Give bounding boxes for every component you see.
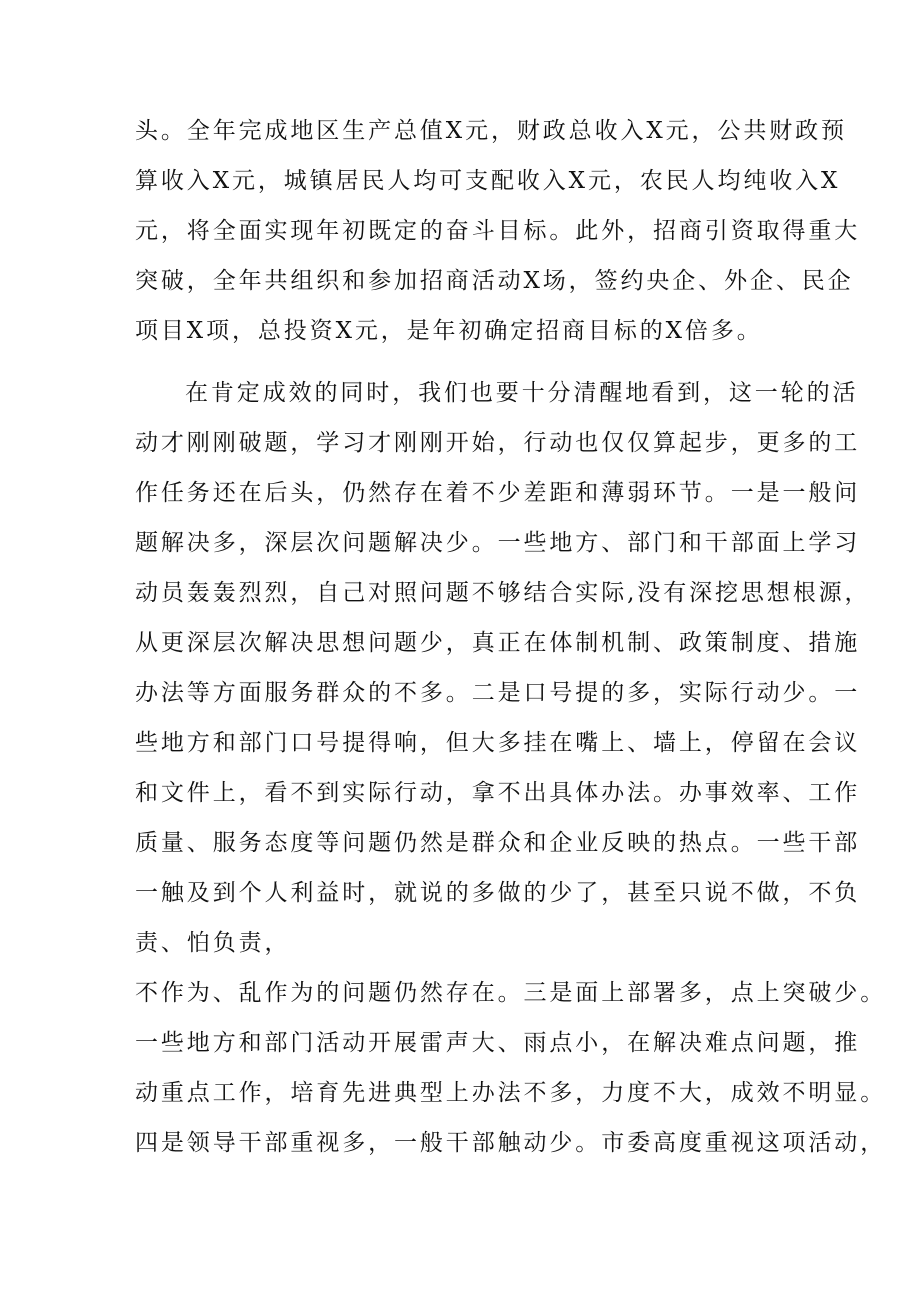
text-line: 和文件上，看不到实际行动，拿不出具体办法。办事效率、工作 xyxy=(135,780,861,806)
text-line: 突破，全年共组织和参加招商活动X场，签约央企、外企、民企 xyxy=(135,268,854,294)
text-line: 作任务还在后头，仍然存在着不少差距和薄弱环节。一是一般问 xyxy=(135,480,861,506)
text-line: 动员轰轰烈烈，自己对照问题不够结合实际,没有深挖思想根源， xyxy=(135,580,871,606)
text-line: 题解决多，深层次问题解决少。一些地方、部门和干部面上学习 xyxy=(135,530,861,556)
text-line: 项目X项，总投资X元，是年初确定招商目标的X倍多。 xyxy=(135,318,763,344)
text-line: 些地方和部门口号提得响，但大多挂在嘴上、墙上，停留在会议 xyxy=(135,730,861,756)
text-line: 一些地方和部门活动开展雷声大、雨点小，在解决难点问题，推 xyxy=(135,1030,861,1056)
text-line: 动重点工作，培育先进典型上办法不多，力度不大，成效不明显。 xyxy=(135,1080,887,1106)
text-line: 算收入X元，城镇居民人均可支配收入X元，农民人均纯收入X xyxy=(135,168,841,194)
text-line: 动才刚刚破题，学习才刚刚开始，行动也仅仅算起步，更多的工 xyxy=(135,430,861,456)
text-line: 质量、服务态度等问题仍然是群众和企业反映的热点。一些干部 xyxy=(135,830,861,856)
text-line: 从更深层次解决思想问题少，真正在体制机制、政策制度、措施 xyxy=(135,630,861,656)
text-line: 元，将全面实现年初既定的奋斗目标。此外，招商引资取得重大 xyxy=(135,218,861,244)
text-line: 不作为、乱作为的问题仍然存在。三是面上部署多，点上突破少。 xyxy=(135,980,887,1006)
text-line: 责、怕负责， xyxy=(135,930,291,956)
text-line: 一触及到个人利益时，就说的多做的少了，甚至只说不做，不负 xyxy=(135,880,861,906)
text-line: 头。全年完成地区生产总值X元，财政总收入X元，公共财政预 xyxy=(135,118,847,144)
text-line: 四是领导干部重视多，一般干部触动少。市委高度重视这项活动， xyxy=(135,1130,887,1156)
text-line: 办法等方面服务群众的不多。二是口号提的多，实际行动少。一 xyxy=(135,680,861,706)
text-line: 在肯定成效的同时，我们也要十分清醒地看到，这一轮的活 xyxy=(185,380,859,406)
